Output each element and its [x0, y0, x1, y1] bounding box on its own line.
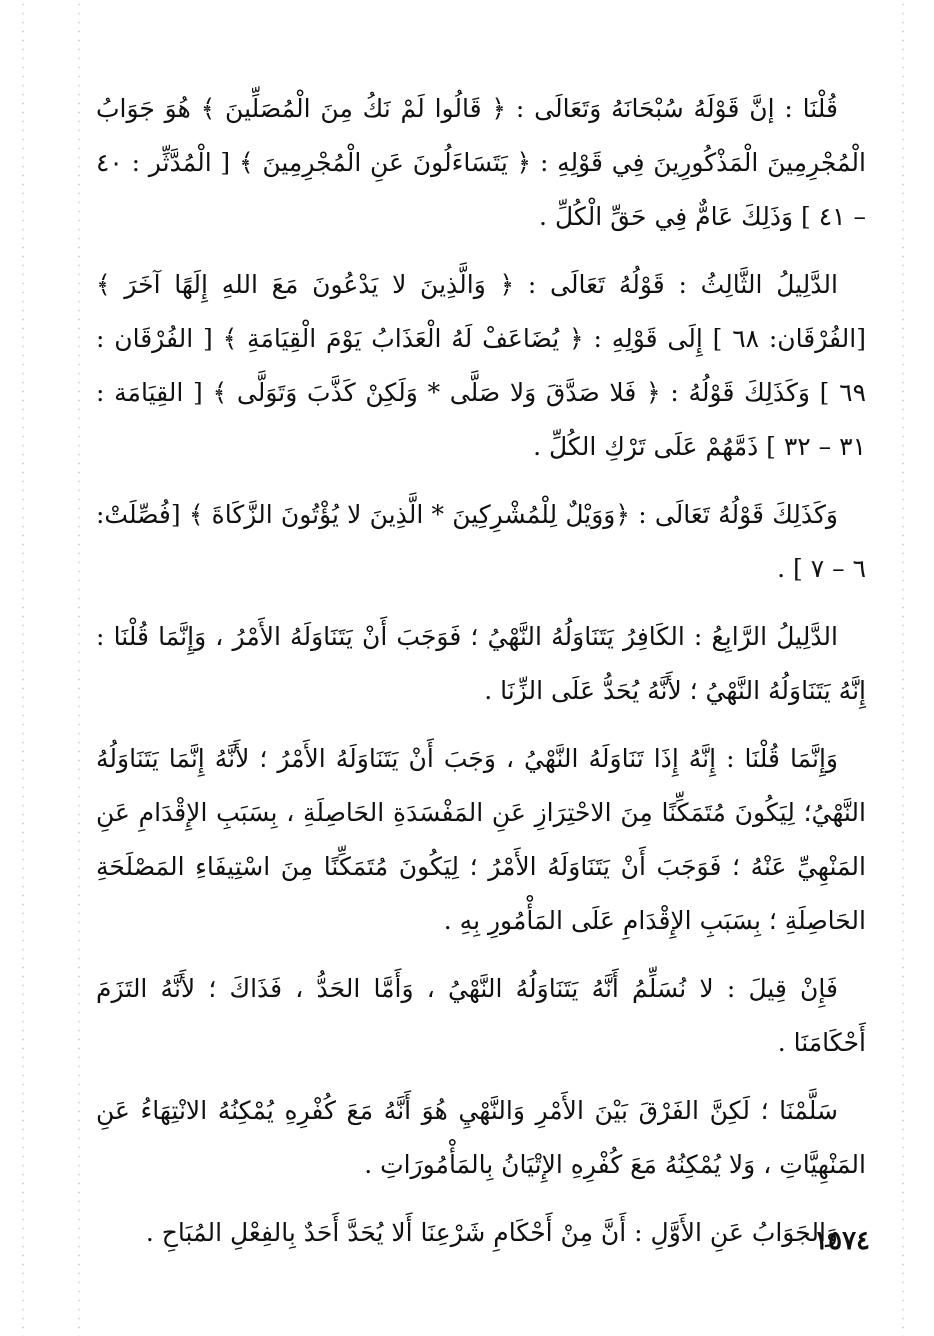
scan-margin-dots-left — [22, 0, 24, 1336]
paragraph-6: فَإِنْ قِيلَ : لا نُسَلِّمُ أَنَّهُ يَتَنَاوَلُهُ النَّهْيُ ، وَأَمَّا الحَدُّ ، فَذَاكَ ؛ لأَنَّهُ التَزَمَ أَحْكَامَنَا . — [96, 974, 866, 1057]
scan-margin-dots-inner — [78, 0, 80, 1336]
body-text — [96, 82, 866, 1260]
paragraph-7: سَلَّمْنَا ؛ لَكِنَّ الفَرْقَ بَيْنَ الأَمْرِ وَالنَّهْيِ هُوَ أَنَّهُ مَعَ كُفْرِهِ يُمْكِنُهُ الانْتِهَاءُ عَنِ المَنْهِيَّاتِ ، وَلا يُمْكِنُهُ مَعَ كُفْرِهِ الإِتْيَانُ بِالمَأْمُورَاتِ . — [96, 1096, 866, 1179]
paragraph-1: قُلْنَا : إنَّ قَوْلَهُ سُبْحَانَهُ وَتَعَالَى : ﴿ قَالُوا لَمْ نَكُ مِنَ الْمُصَلِّينَ ﴾ هُوَ جَوَابُ الْمُجْرِمِينَ الْمَذْكُورِينَ فِي قَوْلِهِ : ﴿ يَتَسَاءَلُونَ عَنِ الْمُجْرِمِينَ ﴾ [ الْمُدَّثِّر : ٤٠ – ٤١ ] وَذَلِكَ عَامٌّ فِي حَقِّ الْكُلِّ . — [96, 94, 866, 231]
scan-margin-dots-right — [902, 0, 904, 1336]
paragraph-4: الدَّلِيلُ الرَّابِعُ : الكَافِرُ يَتَنَاوَلُهُ النَّهْيُ ؛ فَوَجَبَ أَنْ يَتَنَاوَلَهُ الأَمْرُ ، وَإِنَّمَا قُلْنَا : إِنَّهُ يَتَنَاوَلُهُ النَّهْيُ ؛ لأَنَّهُ يُحَدُّ عَلَى الزِّنَا . — [96, 622, 866, 705]
paragraph-5: وَإِنَّمَا قُلْنَا : إِنَّهُ إِذَا تَنَاوَلَهُ النَّهْيُ ، وَجَبَ أَنْ يَتَنَاوَلَهُ الأَمْرُ ؛ لأَنَّهُ إِنَّمَا يَتَنَاوَلُهُ النَّهْيُ؛ لِيَكُونَ مُتَمَكِّنًا مِنَ الاحْتِرَازِ عَنِ المَفْسَدَةِ الحَاصِلَةِ ، بِسَبَبِ الإِقْدَامِ عَنِ المَنْهِيِّ عَنْهُ ؛ فَوَجَبَ أَنْ يَتَنَاوَلَهُ الأَمْرُ ؛ لِيَكُونَ مُتَمَكِّنًا مِنَ اسْتِيفَاءِ المَصْلَحَةِ الحَاصِلَةِ ؛ بِسَبَبِ الإِقْدَامِ عَلَى المَأْمُورِ بِهِ . — [96, 744, 866, 935]
page-number: ١٥٧٤ — [814, 1226, 870, 1256]
paragraph-2: الدَّلِيلُ الثَّالِثُ : قَوْلُهُ تَعَالَى : ﴿ وَالَّذِينَ لا يَدْعُونَ مَعَ اللهِ إِلَهًا آخَرَ ﴾ [الفُرْقَان: ٦٨ ] إِلَى قَوْلِهِ : ﴿ يُضَاعَفْ لَهُ الْعَذَابُ يَوْمَ الْقِيَامَةِ ﴾ [ الفُرْقَان : ٦٩ ] وَكَذَلِكَ قَوْلُهُ : ﴿ فَلا صَدَّقَ وَلا صَلَّى * وَلَكِنْ كَذَّبَ وَتَوَلَّى ﴾ [ القِيَامَة : ٣١ – ٣٢ ] ذَمَّهُمْ عَلَى تَرْكِ الكُلِّ . — [96, 270, 866, 461]
paragraph-3: وَكَذَلِكَ قَوْلُهُ تَعَالَى : ﴿وَوَيْلٌ لِلْمُشْرِكِينَ * الَّذِينَ لا يُؤْتُونَ الزَّكَاةَ ﴾ [فُصِّلَتْ: ٦ – ٧ ] . — [96, 500, 866, 583]
paragraph-8: وَالجَوَابُ عَنِ الأَوَّلِ : أَنَّ مِنْ أَحْكَامِ شَرْعِنَا أَلا يُحَدَّ أَحَدٌ بِالفِعْلِ المُبَاحِ . — [145, 1218, 838, 1247]
